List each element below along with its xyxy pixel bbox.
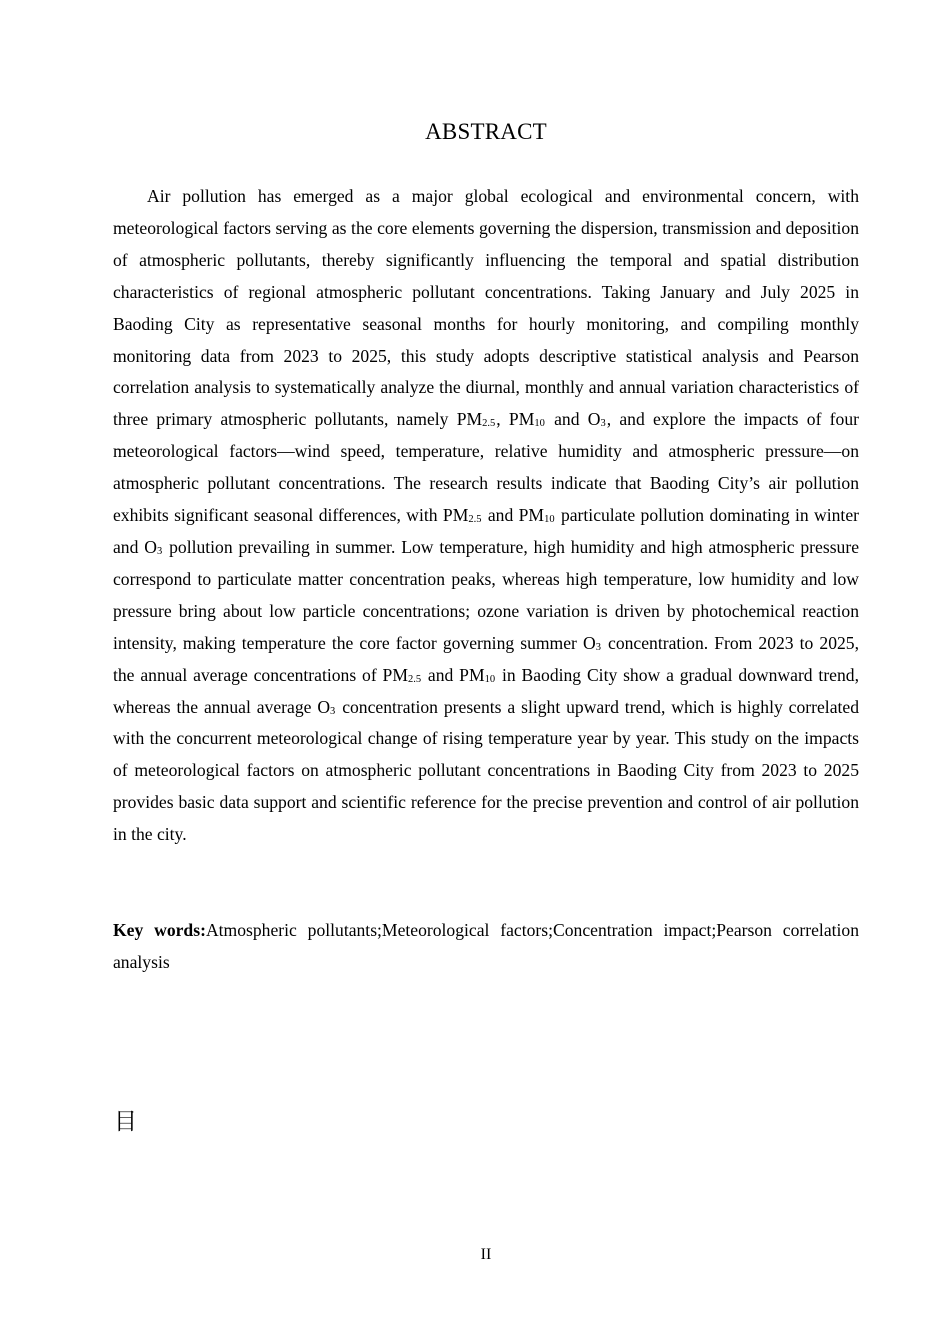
abstract-text-8: concentration. From 2023 to 2025, the annual average concentrations of PM [113,632,859,685]
abstract-text-2: , PM [496,409,535,430]
abstract-text-4: , and explore the impacts of four meteorological factors—wind speed, temperature, relative humidity and atmospheric pressure—on atmospheric pollutant concentrations. The research results indicate that Baoding City’s air pollution exhibits significant seasonal differences, with PM [113,409,859,526]
abstract-text-9: and PM [422,664,485,685]
subscript-pm25: 2.5 [482,418,496,430]
page-number: II [480,1246,492,1263]
abstract-text-6: particulate pollution dominating in winter and O [113,505,859,557]
subscript-pm10: 10 [534,418,545,430]
abstract-paragraph [113,181,859,851]
subscript-o3: 3 [595,641,601,653]
abstract-text-11: concentration presents a slight upward trend, which is highly correlated with the concurrent meteorological change of rising temperature year by year. This study on the impacts of meteorological factors on atmospheric pollutant concentrations in Baoding City from 2023 to 2025 provides basic data support and scientific reference for the precise prevention and control of air pollution in the city. [113,696,859,845]
subscript-pm25: 2.5 [407,673,422,685]
subscript-o3: 3 [156,545,163,557]
subscript-o3: 3 [330,705,336,717]
subscript-pm10: 10 [544,514,555,526]
abstract-text-1: Air pollution has emerged as a major global ecological and environmental concern, with meteorological factors serving as the core elements governing the dispersion, transmission and deposition of atmospheric pollutants, thereby significantly influencing the temporal and spatial distribution characteristics of regional atmospheric pollutant concentrations. Taking January and July 2025 in Baoding City as representative seasonal months for hourly monitoring, and compiling monthly monitoring data from 2023 to 2025, this study adopts descriptive statistical analysis and Pearson correlation analysis to systematically analyze the diurnal, monthly and annual variation characteristics of three primary atmospheric pollutants, namely PM [113,186,859,430]
abstract-text-10: in Baoding City show a gradual downward trend, whereas the annual average O [113,664,859,717]
abstract-text-7: pollution prevailing in summer. Low temperature, high humidity and high atmospheric pressure correspond to particulate matter concentration peaks, whereas high temperature, low humidity and low pressure bring about low particle concentrations; ozone variation is driven by photochemical reaction intensity, making temperature the core factor governing summer O [113,536,860,653]
abstract-heading: ABSTRACT [425,119,547,144]
subscript-pm10: 10 [484,673,496,685]
subscript-o3: 3 [600,418,606,430]
abstract-text-3: and O [545,409,601,430]
keywords-label: Key words: [113,920,206,940]
keywords-line [113,915,859,979]
keywords-text: Atmospheric pollutants;Meteorological factors;Concentration impact;Pearson correlation analysis [113,920,860,972]
abstract-text-5: and PM [482,505,545,526]
subscript-pm25: 2.5 [468,514,482,526]
toc-heading-fragment: 目 [114,1109,137,1135]
